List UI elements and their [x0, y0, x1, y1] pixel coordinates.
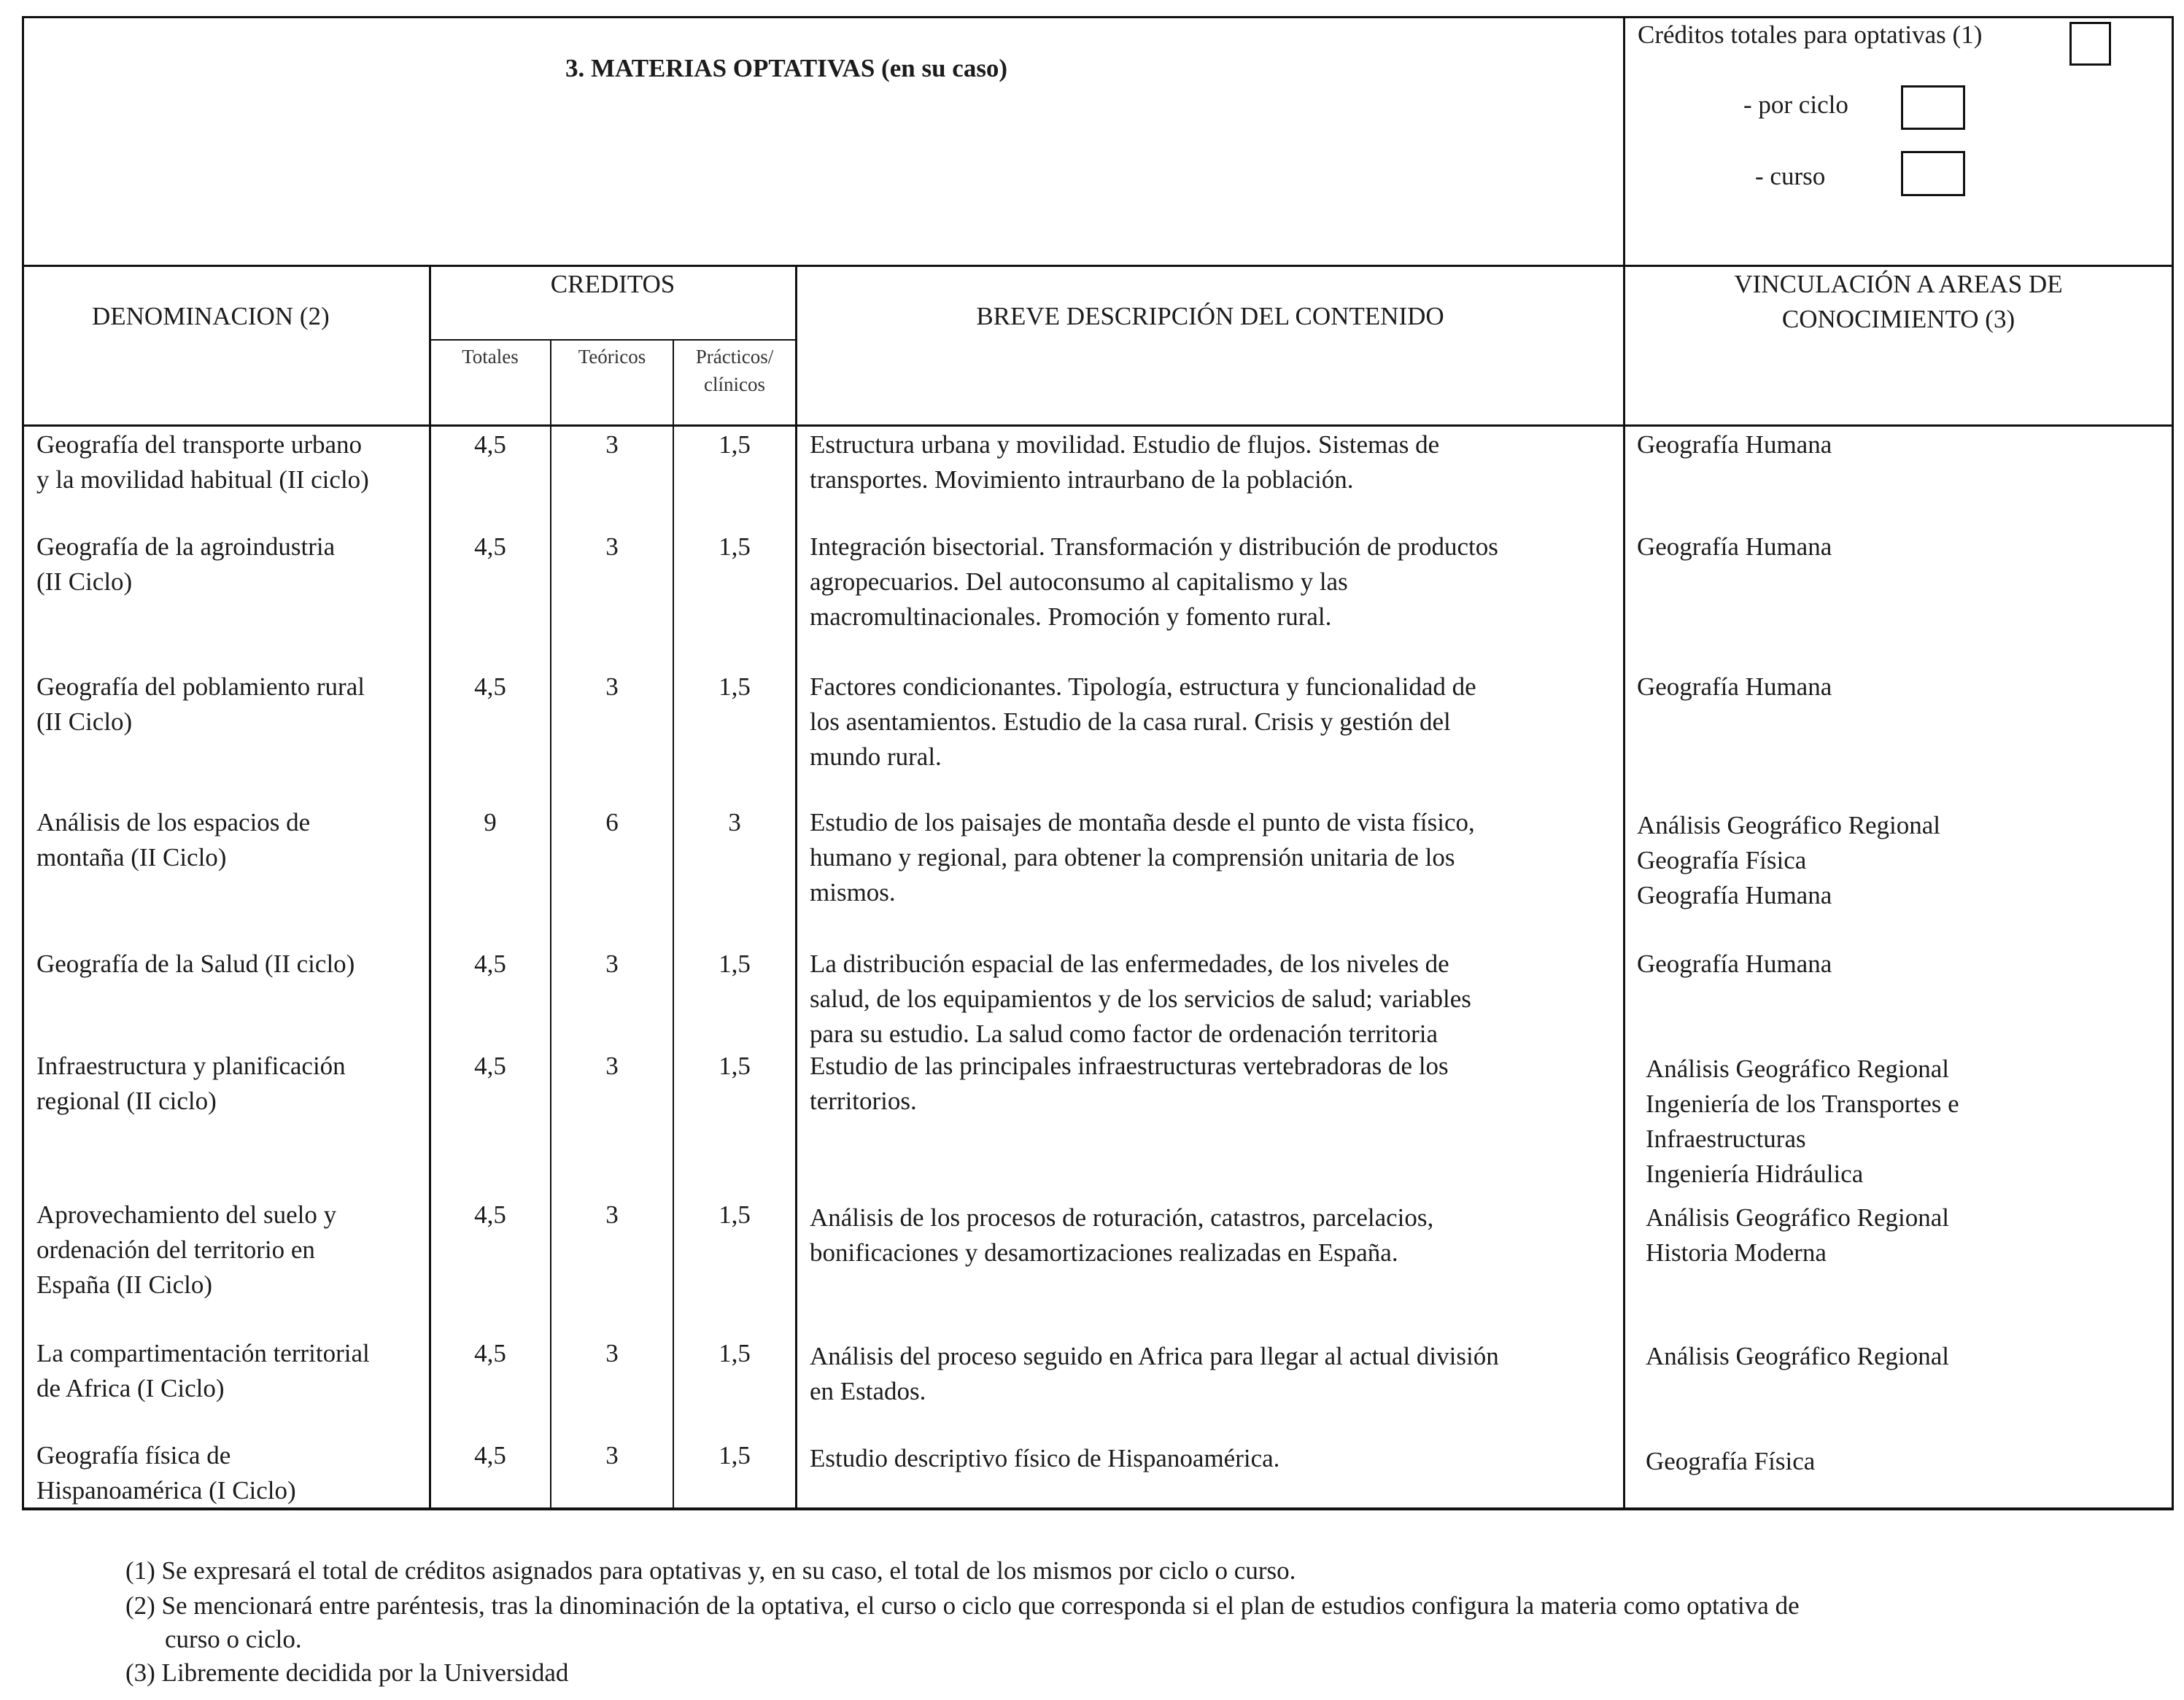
row-descripcion: Estudio descriptivo físico de Hispanoamérica. [810, 1444, 1280, 1472]
row-teoricos: 6 [605, 808, 619, 837]
row-totales: 4,5 [474, 1052, 506, 1080]
per-cycle-label: - por ciclo [1743, 90, 1848, 119]
row-totales: 4,5 [474, 950, 506, 978]
row-denominacion: Geografía física de Hispanoamérica (I Ciclo) [36, 1441, 296, 1505]
row-areas: Geografía Humana [1637, 950, 1832, 978]
row-totales: 4,5 [474, 1200, 506, 1229]
row-teoricos: 3 [605, 950, 619, 978]
row-practicos: 1,5 [719, 1052, 751, 1080]
row-areas: Análisis Geográfico Regional Ingeniería de los Transportes e Infraestructuras Ingeniería Hidráulica [1646, 1055, 1959, 1188]
col-header-denominacion: DENOMINACION (2) [92, 302, 330, 330]
row-descripcion: Integración bisectorial. Transformación y distribución de productos agropecuarios. Del autoconsumo al capitalismo y las macromultinacionales. Promoción y fomento rural. [810, 532, 1498, 631]
row-areas: Geografía Humana [1637, 672, 1832, 701]
row-descripcion: Análisis del proceso seguido en Africa para llegar al actual división en Estados. [810, 1342, 1499, 1405]
row-practicos: 1,5 [719, 532, 751, 561]
col-divider-4 [795, 266, 797, 1509]
row-denominacion: Aprovechamiento del suelo y ordenación del territorio en España (II Ciclo) [36, 1200, 337, 1299]
row-teoricos: 3 [605, 1200, 619, 1229]
row-areas: Geografía Humana [1637, 532, 1832, 561]
footnote-1: (1) Se expresará el total de créditos asignados para optativas y, en su caso, el total de los mismos por ciclo o curso. [125, 1556, 1296, 1585]
row-areas: Geografía Física [1646, 1447, 1816, 1475]
col-header-teoricos: Teóricos [578, 346, 646, 368]
row-totales: 4,5 [474, 532, 506, 561]
row-areas: Geografía Humana [1637, 430, 1832, 459]
row-teoricos: 3 [605, 532, 619, 561]
row-denominacion: Geografía del poblamiento rural (II Ciclo) [36, 672, 365, 736]
row-totales: 4,5 [474, 430, 506, 459]
page-title: 3. MATERIAS OPTATIVAS (en su caso) [565, 54, 1008, 82]
col-header-descripcion: BREVE DESCRIPCIÓN DEL CONTENIDO [976, 302, 1444, 330]
per-course-label: - curso [1755, 162, 1826, 190]
row-areas: Análisis Geográfico Regional [1646, 1342, 1950, 1370]
credits-total-label: Créditos totales para optativas (1) [1638, 20, 1983, 49]
row-teoricos: 3 [605, 672, 619, 701]
row-teoricos: 3 [605, 1339, 619, 1367]
row-practicos: 1,5 [719, 1200, 751, 1229]
row-descripcion: Estudio de las principales infraestructuras vertebradoras de los territorios. [810, 1052, 1449, 1115]
frame-bottom [22, 1507, 2174, 1510]
footnote-2-continuation: curso o ciclo. [165, 1625, 302, 1653]
col-header-creditos: CREDITOS [550, 270, 675, 298]
row-descripcion: Análisis de los procesos de roturación, catastros, parcelacios, bonificaciones y desamortizaciones realizadas en España. [810, 1203, 1434, 1267]
footnote-2: (2) Se mencionará entre paréntesis, tras la dinominación de la optativa, el curso o ciclo que corresponda si el plan de estudios configura la materia como optativa de [125, 1591, 1800, 1620]
col-divider-2 [550, 340, 551, 1509]
row-practicos: 1,5 [719, 950, 751, 978]
row-practicos: 3 [728, 808, 741, 837]
row-totales: 9 [484, 808, 497, 837]
row-teoricos: 3 [605, 1052, 619, 1080]
row-practicos: 1,5 [719, 672, 751, 701]
row-areas: Análisis Geográfico Regional Historia Moderna [1646, 1203, 1950, 1267]
row-areas: Análisis Geográfico Regional Geografía Física Geografía Humana [1637, 811, 1941, 909]
col-header-totales: Totales [462, 346, 519, 368]
col-divider-5 [1623, 16, 1625, 1509]
row-teoricos: 3 [605, 430, 619, 459]
frame-left [22, 16, 24, 1510]
credits-subheader-divider [429, 339, 797, 341]
col-divider-3 [673, 340, 674, 1509]
row-denominacion: Geografía de la agroindustria (II Ciclo) [36, 532, 336, 596]
col-header-practicos: Prácticos/ clínicos [695, 346, 774, 395]
row-descripcion: Estudio de los paisajes de montaña desde el punto de vista físico, humano y regional, para obtener la comprensión unitaria de los mismos. [810, 808, 1475, 907]
col-header-vinculacion: VINCULACIÓN A AREAS DE CONOCIMIENTO (3) [1734, 270, 2063, 333]
per-course-box[interactable] [1901, 151, 1965, 196]
row-denominacion: Análisis de los espacios de montaña (II Ciclo) [36, 808, 311, 872]
row-totales: 4,5 [474, 1339, 506, 1367]
row-descripcion: La distribución espacial de las enfermedades, de los niveles de salud, de los equipamientos y de los servicios de salud; variables para su estudio. La salud como factor de ordenación territoria [810, 950, 1471, 1048]
row-denominacion: Geografía de la Salud (II ciclo) [36, 950, 355, 978]
row-practicos: 1,5 [719, 1441, 751, 1470]
per-cycle-box[interactable] [1901, 85, 1965, 130]
row-descripcion: Estructura urbana y movilidad. Estudio de flujos. Sistemas de transportes. Movimiento intraurbano de la población. [810, 430, 1440, 494]
row-totales: 4,5 [474, 672, 506, 701]
row-denominacion: Geografía del transporte urbano y la movilidad habitual (II ciclo) [36, 430, 369, 494]
row-descripcion: Factores condicionantes. Tipología, estructura y funcionalidad de los asentamientos. Estudio de la casa rural. Crisis y gestión del mundo rural. [810, 672, 1476, 771]
row-denominacion: Infraestructura y planificación regional (II ciclo) [36, 1052, 346, 1115]
column-header-divider [22, 424, 2174, 427]
row-teoricos: 3 [605, 1441, 619, 1470]
footnote-3: (3) Libremente decidida por la Universidad [125, 1658, 569, 1687]
row-totales: 4,5 [474, 1441, 506, 1470]
credits-total-box[interactable] [2069, 22, 2111, 66]
row-practicos: 1,5 [719, 1339, 751, 1367]
row-denominacion: La compartimentación territorial de Africa (I Ciclo) [36, 1339, 370, 1402]
frame-right [2172, 16, 2174, 1510]
row-practicos: 1,5 [719, 430, 751, 459]
